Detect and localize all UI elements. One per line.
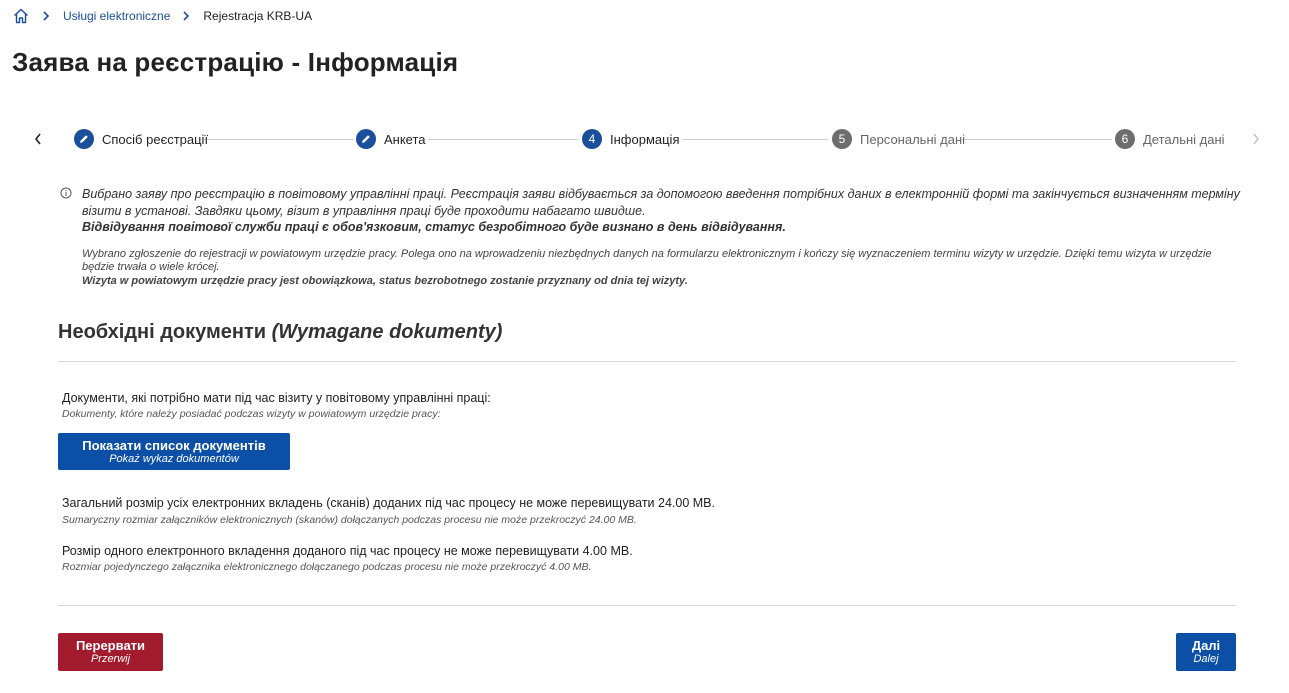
total-size-pl: Sumaryczny rozmiar załączników elektronicznych (skanów) dołączanych podczas procesu nie może przekroczyć 24.00 MB.: [62, 514, 637, 526]
home-icon[interactable]: [12, 7, 30, 25]
step-label: Анкета: [384, 131, 426, 147]
documents-intro-pl: Dokumenty, które należy posiadać podczas wizyty w powiatowym urzędzie pracy:: [62, 408, 441, 420]
info-notice: [60, 186, 1240, 288]
stepper-next-arrow-icon[interactable]: [1248, 130, 1264, 148]
info-pl-bold: Wizyta w powiatowym urzędzie pracy jest obowiązkowa, status bezrobotnego zostanie przyznany od dnia tej wizyty.: [82, 274, 688, 287]
stepper: [30, 128, 1266, 150]
next-label-pl: Dalej: [1193, 653, 1219, 665]
step-label: Персональні дані: [860, 131, 966, 147]
info-uk-bold: Відвідування повітової служби праці є обов'язковим, статус безробітного буде визнано в день відвідування.: [82, 220, 786, 234]
step-label: Спосіб реєстрації: [102, 131, 209, 147]
step-label: Детальні дані: [1143, 131, 1225, 147]
info-uk-body: Вибрано заяву про реєстрацію в повітовому управлінні праці. Реєстрація заяви відбувається за допомогою введення потрібних даних в електронній формі та закінчується визначенням терміну візити в установі. Завдяки цьому, візит в управління праці буде проходити набагато швидше.: [82, 187, 1240, 218]
step-number: 4: [582, 129, 602, 149]
info-circle-icon: [60, 187, 72, 199]
breadcrumb-current: Rejestracja KRB-UA: [203, 9, 313, 23]
step-detalni-dani[interactable]: [1115, 128, 1225, 150]
pencil-icon: [74, 129, 94, 149]
section-title-documents: [58, 321, 502, 344]
actions-divider: [58, 605, 1236, 606]
chevron-right-icon: [182, 11, 190, 21]
step-connector: [204, 139, 354, 140]
documents-intro-uk: Документи, які потрібно мати під час візиту у повітовому управлінні праці:: [62, 391, 491, 405]
step-anketa[interactable]: [356, 128, 426, 150]
show-documents-label-pl: Pokaż wykaz dokumentów: [109, 452, 239, 465]
step-connector: [682, 139, 828, 140]
section-title-pl: (Wymagane dokumenty): [271, 321, 503, 343]
page-title: Заява на реєстрацію - Інформація: [12, 47, 459, 77]
show-documents-button[interactable]: [58, 433, 290, 470]
single-size-uk: Розмір одного електронного вкладення доданого під час процесу не може перевищувати 4.00 MB.: [62, 544, 633, 558]
section-title-uk: Необхідні документи: [58, 321, 267, 343]
next-label: Далі: [1191, 638, 1221, 653]
next-button[interactable]: [1176, 633, 1236, 671]
show-documents-label: Показати список документів: [82, 437, 266, 453]
step-number: 5: [832, 129, 852, 149]
section-divider: [58, 361, 1236, 362]
step-connector: [962, 139, 1112, 140]
total-size-uk: Загальний розмір усіх електронних вкладень (сканів) доданих під час процесу не може перевищувати 24.00 MB.: [62, 496, 715, 510]
step-connector: [428, 139, 578, 140]
chevron-right-icon: [42, 11, 50, 21]
step-number: 6: [1115, 129, 1135, 149]
info-text-pl: [82, 248, 1240, 289]
single-size-pl: Rozmiar pojedynczego załącznika elektronicznego dołączanego podczas procesu nie może przekroczyć 4.00 MB.: [62, 561, 592, 573]
step-sposib[interactable]: [74, 128, 208, 150]
pencil-icon: [356, 129, 376, 149]
stepper-prev-arrow-icon[interactable]: [30, 130, 46, 148]
step-informatsiia[interactable]: [582, 128, 680, 150]
step-personalni-dani[interactable]: [832, 128, 965, 150]
step-label: Інформація: [610, 131, 680, 147]
cancel-button[interactable]: [58, 633, 163, 671]
info-text-uk: [82, 186, 1240, 236]
cancel-label-pl: Przerwij: [90, 653, 131, 665]
info-pl-body: Wybrano zgłoszenie do rejestracji w powiatowym urzędzie pracy. Polega ono na wprowadzeniu niezbędnych danych na formularzu elektronicznym i kończy się wyznaczeniem terminu wizyty w urzędzie. Dzięki temu wizyta w urzędzie będzie trwała o wiele krócej.: [82, 247, 1212, 273]
cancel-label: Перервати: [75, 638, 146, 653]
breadcrumb-link-uslugi[interactable]: Usługi elektroniczne: [63, 9, 171, 23]
breadcrumb: [12, 7, 312, 25]
